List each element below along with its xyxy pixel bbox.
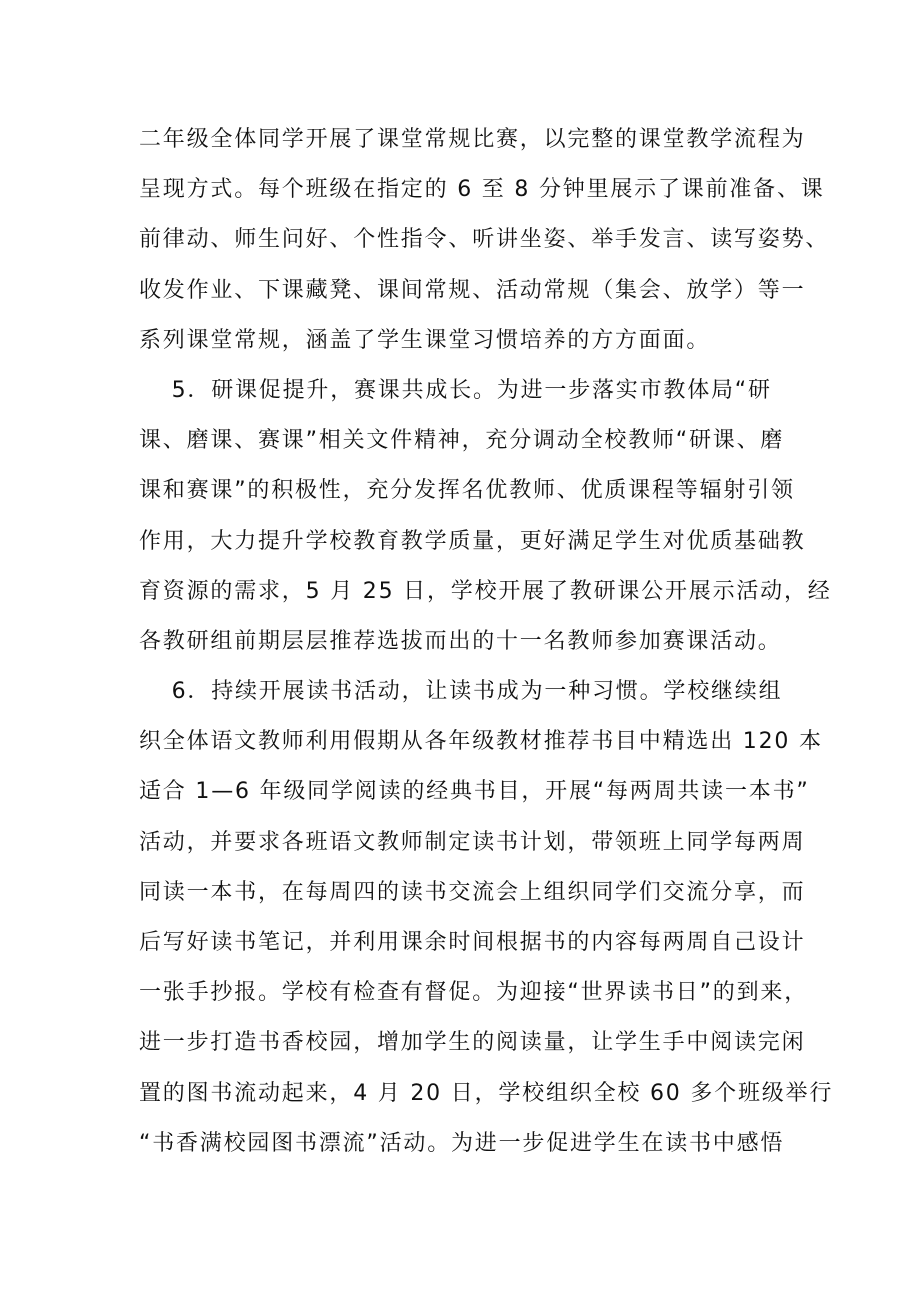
text-line: “书香满校园图书漂流”活动。为进一步促进学生在读书中感悟 bbox=[139, 1130, 785, 1156]
text-line: 进一步打造书香校园，增加学生的阅读量，让学生手中阅读完闲 bbox=[139, 1030, 806, 1056]
text-line: 收发作业、下课藏凳、课间常规、活动常规（集会、放学）等一 bbox=[139, 277, 806, 303]
text-line: 课和赛课”的积极性，充分发挥名优教师、优质课程等辐射引领 bbox=[139, 478, 795, 504]
text-line: 呈现方式。每个班级在指定的 6 至 8 分钟里展示了课前准备、课 bbox=[139, 177, 825, 203]
text-line: 活动，并要求各班语文教师制定读书计划，带领班上同学每两周 bbox=[139, 829, 806, 855]
text-line: 5．研课促提升，赛课共成长。为进一步落实市教体局“研 bbox=[139, 377, 772, 403]
text-line: 同读一本书，在每周四的读书交流会上组织同学们交流分享，而 bbox=[139, 879, 806, 905]
text-line: 各教研组前期层层推荐选拔而出的十一名教师参加赛课活动。 bbox=[139, 628, 782, 654]
text-line: 一张手抄报。学校有检查有督促。为迎接“世界读书日”的到来， bbox=[139, 980, 808, 1006]
body-text bbox=[139, 122, 834, 1176]
text-line: 6．持续开展读书活动，让读书成为一种习惯。学校继续组 bbox=[139, 679, 783, 705]
text-line: 后写好读书笔记，并利用课余时间根据书的内容每两周自己设计 bbox=[139, 930, 806, 955]
text-line: 织全体语文教师利用假期从各年级教材推荐书目中精选出 120 本 bbox=[139, 729, 823, 755]
text-line: 二年级全体同学开展了课堂常规比赛，以完整的课堂教学流程为 bbox=[139, 127, 806, 152]
text-line: 育资源的需求，5 月 25 日，学校开展了教研课公开展示活动，经 bbox=[139, 578, 832, 604]
text-line: 适合 1—6 年级同学阅读的经典书目，开展“每两周共读一本书” bbox=[139, 779, 810, 805]
text-line: 课、磨课、赛课”相关文件精神，充分调动全校教师“研课、磨 bbox=[139, 428, 785, 454]
text-line: 置的图书流动起来，4 月 20 日，学校组织全校 60 多个班级举行 bbox=[139, 1080, 834, 1106]
text-line: 系列课堂常规，涵盖了学生课堂习惯培养的方方面面。 bbox=[139, 327, 711, 353]
text-line: 作用，大力提升学校教育教学质量，更好满足学生对优质基础教 bbox=[139, 528, 806, 554]
text-line: 前律动、师生问好、个性指令、听讲坐姿、举手发言、读写姿势、 bbox=[139, 227, 830, 253]
